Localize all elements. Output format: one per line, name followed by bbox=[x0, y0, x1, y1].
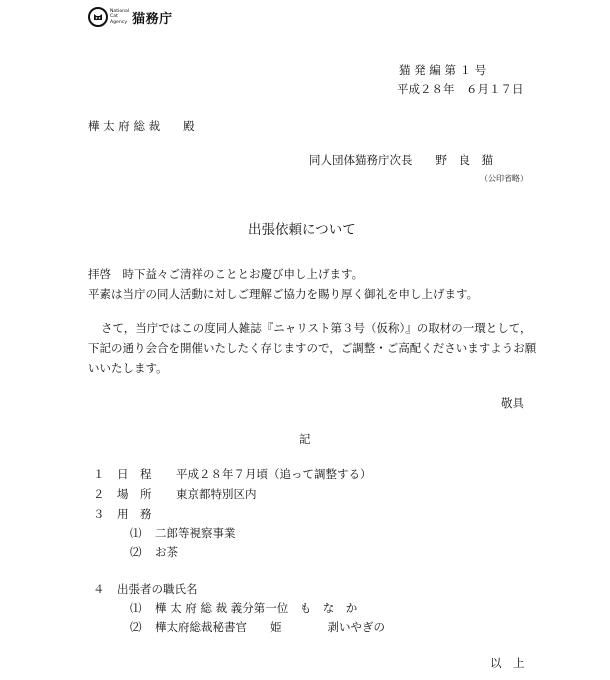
item-2-value: 東京都特別区内 bbox=[176, 487, 257, 501]
item-3-sub-1: 二郎等視察事業 bbox=[155, 526, 236, 540]
item-4-number: ４ bbox=[93, 582, 105, 596]
item-4-sub-1: 樺 太 府 総 裁 義分第一位 も な か bbox=[155, 601, 358, 615]
item-1-value: 平成２８年７月頃（追って調整する） bbox=[176, 467, 372, 481]
recipient: 樺 太 府 総 裁 殿 bbox=[88, 119, 195, 133]
item-3-label: 用 務 bbox=[117, 507, 152, 521]
sender: 同人団体猫務庁次長 野 良 猫 bbox=[309, 153, 493, 167]
request-line-3: いいたします。 bbox=[88, 361, 168, 375]
item-4-sub-1-number: ⑴ bbox=[130, 601, 142, 615]
item-1-number: １ bbox=[93, 467, 105, 481]
greeting-line-1: 拝啓 時下益々ご清祥のこととお慶び申し上げます。 bbox=[88, 267, 364, 281]
item-2-number: ２ bbox=[93, 487, 105, 501]
ki-heading: 記 bbox=[299, 432, 311, 446]
item-4-label: 出張者の職氏名 bbox=[117, 582, 198, 596]
item-3-sub-1-number: ⑴ bbox=[130, 526, 142, 540]
item-1-label: 日 程 bbox=[117, 467, 152, 481]
item-3-number: ３ bbox=[93, 507, 105, 521]
request-line-1: さて，当庁ではこの度同人雑誌『ニャリスト第３号（仮称）』の取材の一環として， bbox=[101, 321, 532, 335]
item-4-sub-2: 樺太府総裁秘書官 姫 剥いやぎの bbox=[155, 620, 385, 634]
item-3-sub-2: お茶 bbox=[155, 545, 178, 559]
document-number: 猫 発 編 第 １ 号 bbox=[399, 63, 487, 77]
agency-logo bbox=[88, 6, 173, 28]
logo-english-text: National Cat Agency bbox=[110, 9, 130, 25]
end-marker: 以 上 bbox=[490, 656, 525, 670]
document-date: 平成２８年 ６月１７日 bbox=[397, 82, 524, 96]
greeting-line-2: 平素は当庁の同人活動に対しご理解ご協力を賜り厚く御礼を申し上げます。 bbox=[88, 287, 479, 301]
closing-keigu: 敬具 bbox=[501, 396, 524, 410]
request-line-2: 下記の通り会合を開催いたしたく存じますので，ご調整・ご高配くださいますようお願 bbox=[88, 341, 537, 355]
item-4-sub-2-number: ⑵ bbox=[130, 620, 142, 634]
item-3-sub-2-number: ⑵ bbox=[130, 545, 142, 559]
document-title: 出張依頼について bbox=[248, 222, 356, 238]
seal-omitted-note: （公印省略） bbox=[480, 174, 528, 183]
logo-agency-name: 猫務庁 bbox=[132, 11, 173, 27]
item-2-label: 場 所 bbox=[117, 487, 152, 501]
cat-emblem-icon bbox=[88, 7, 108, 27]
